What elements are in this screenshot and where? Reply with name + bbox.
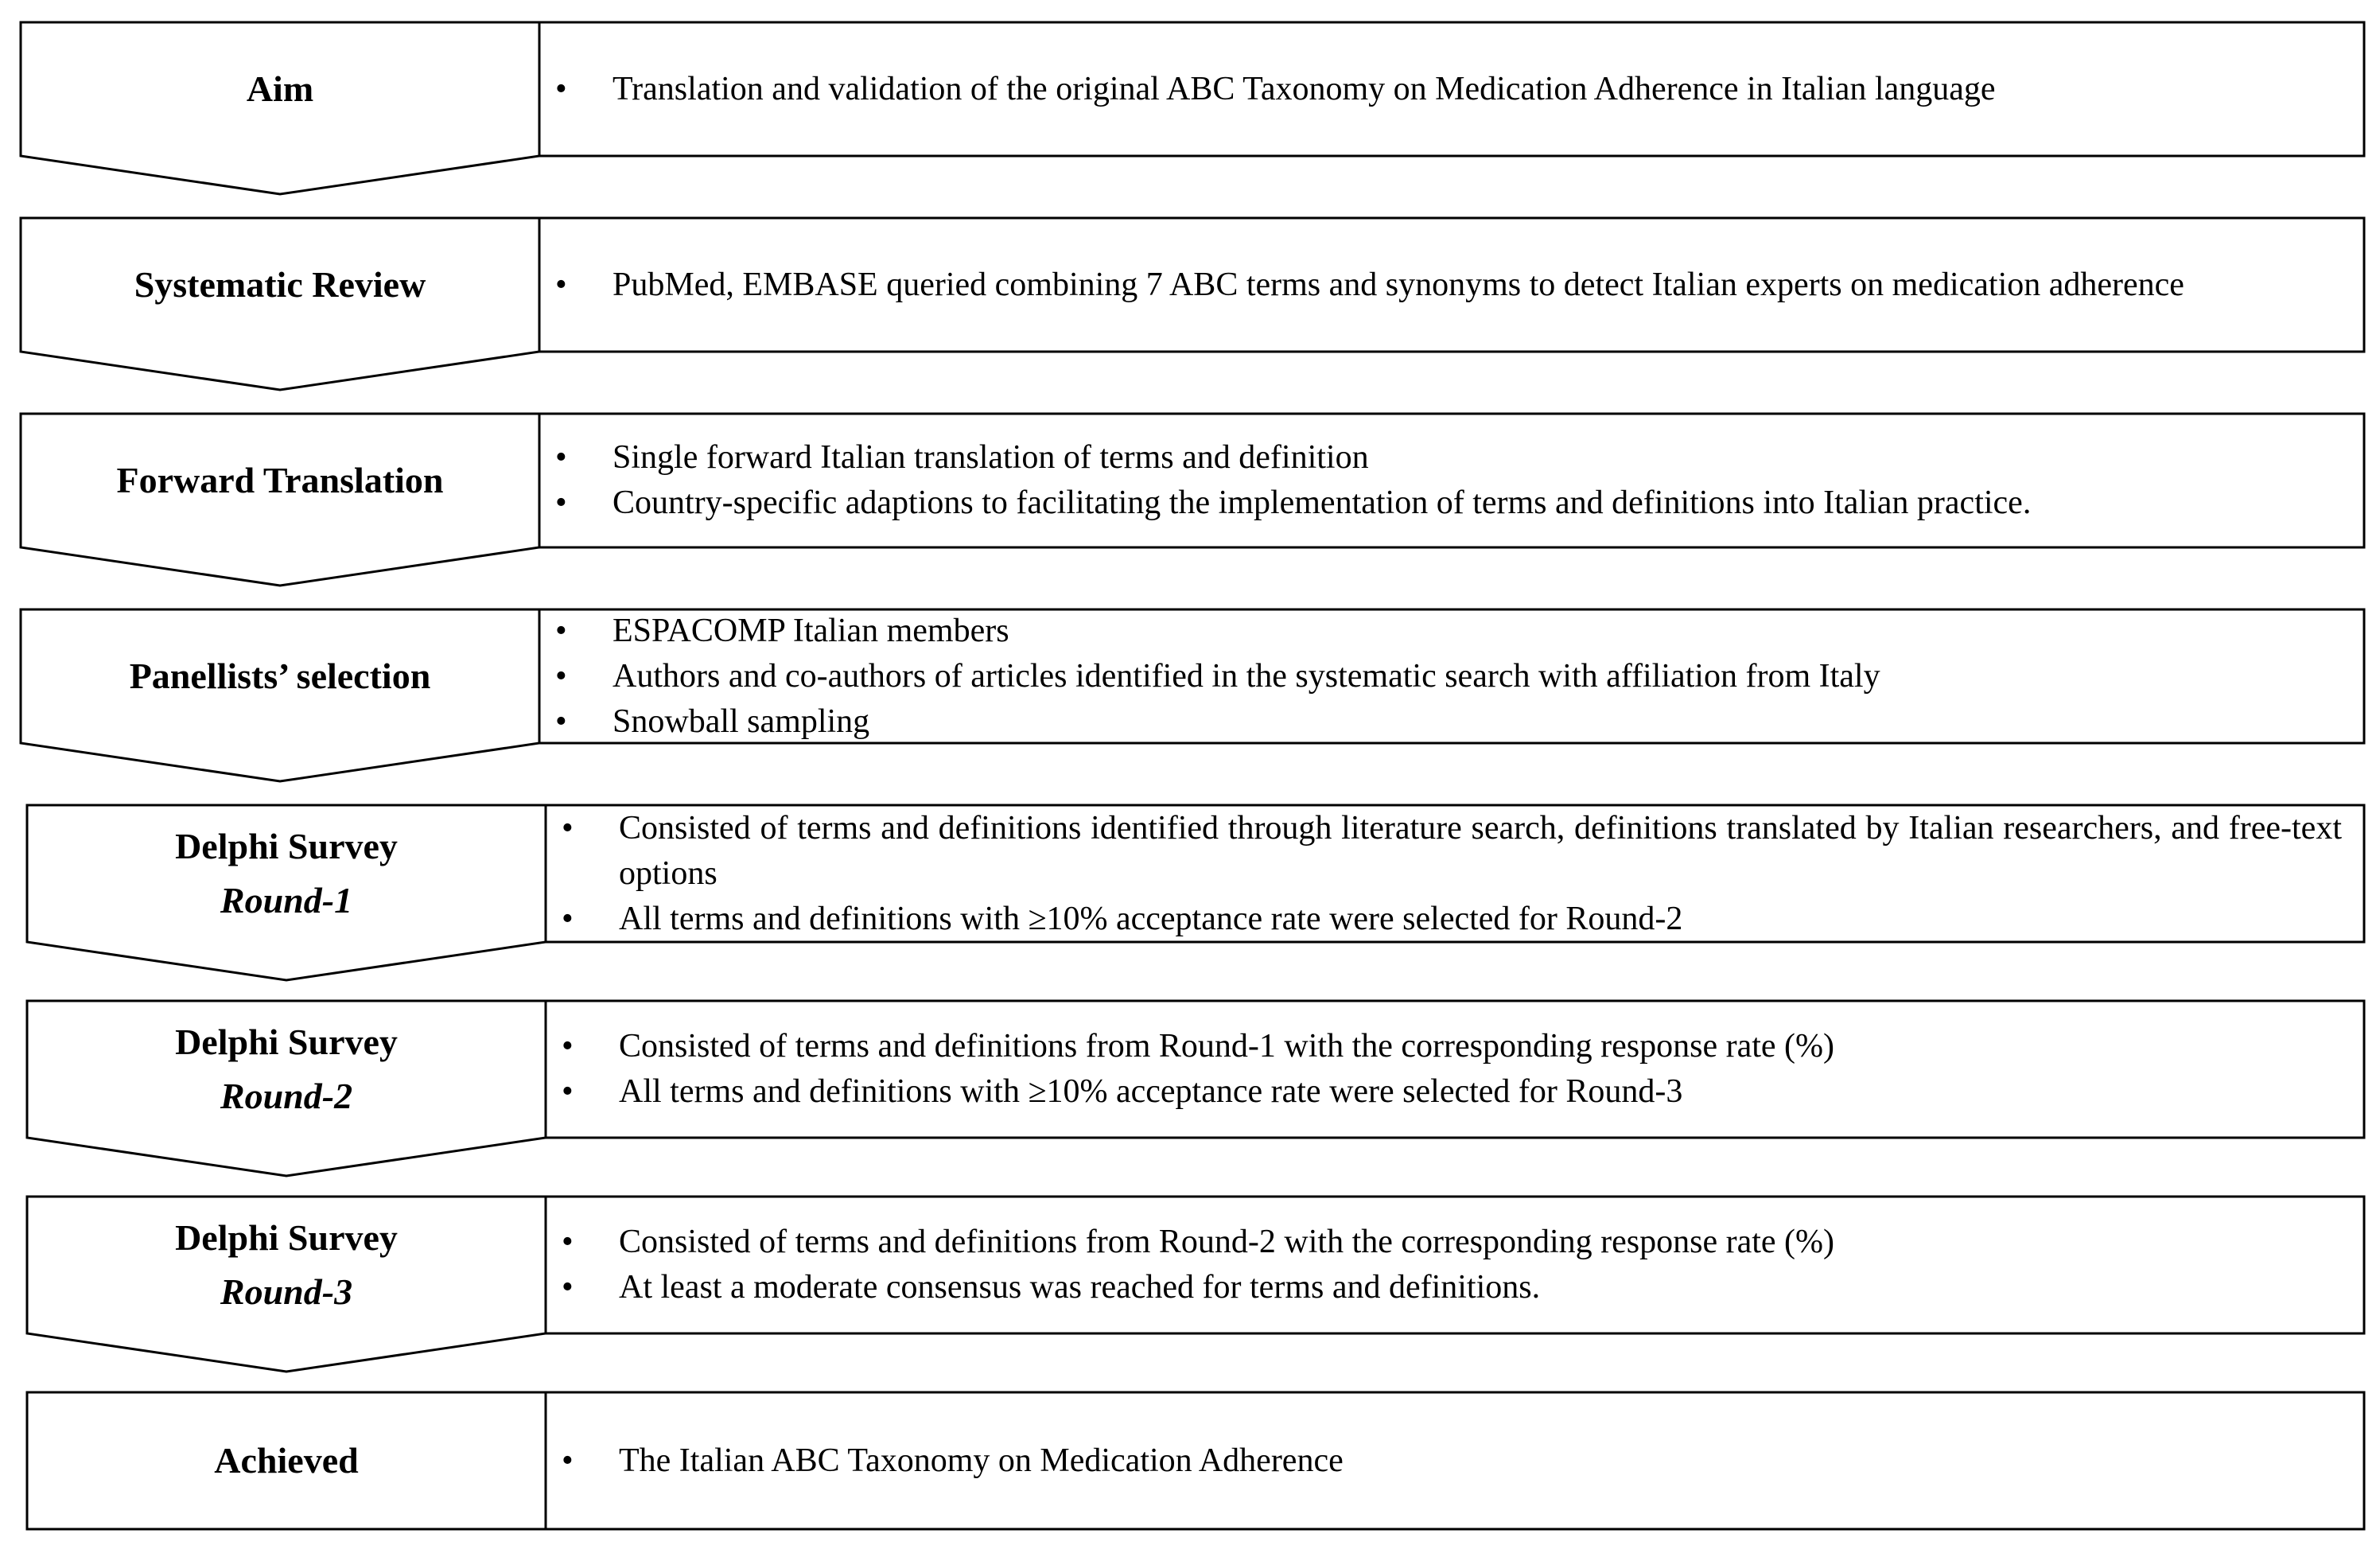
bullet-dot-icon: • [555, 657, 567, 695]
stage-5-title: Delphi Survey [175, 826, 398, 866]
bullet-dot-icon: • [555, 439, 567, 476]
bullet-item [541, 263, 2342, 308]
stage-4-bullets [541, 609, 2342, 743]
bullet-text: All terms and definitions with ≥10% acceptance rate were selected for Round-3 [619, 1073, 1683, 1110]
bullet-dot-icon: • [562, 1442, 574, 1479]
stage-1-title: Aim [246, 68, 314, 109]
stage-2-title: Systematic Review [134, 264, 426, 305]
bullet-text: At least a moderate consensus was reached for terms and definitions. [619, 1269, 1541, 1306]
stage-8-label [27, 1392, 546, 1529]
stage-6-subtitle: Round-2 [220, 1076, 353, 1116]
stage-3-bullets [541, 414, 2342, 547]
bullet-item [541, 609, 2342, 654]
stage-7-label [27, 1197, 546, 1333]
stage-6-bullets [547, 1001, 2342, 1138]
bullet-text: ESPACOMP Italian members [612, 612, 1009, 649]
bullet-item [541, 654, 2342, 699]
stage-7-title: Delphi Survey [175, 1217, 398, 1258]
stage-8-title: Achieved [214, 1440, 359, 1481]
stage-7-subtitle: Round-3 [220, 1271, 353, 1312]
stage-4-title: Panellists’ selection [129, 656, 431, 696]
stage-2-bullets [541, 218, 2342, 352]
stage-5-subtitle: Round-1 [220, 880, 353, 921]
stage-6-title: Delphi Survey [175, 1022, 398, 1062]
bullet-dot-icon: • [562, 1028, 574, 1065]
stage-3-label [21, 414, 539, 547]
bullet-text: Consisted of terms and definitions identified through literature search, definitions translated by Italian researchers, and free-text options [619, 809, 2342, 892]
bullet-text: Consisted of terms and definitions from Round-1 with the corresponding response rate (%) [619, 1028, 1835, 1065]
bullet-text: Translation and validation of the original ABC Taxonomy on Medication Adherence in Italian language [612, 70, 1996, 107]
stage-1-label [21, 22, 539, 156]
bullet-dot-icon: • [562, 809, 574, 847]
bullet-dot-icon: • [562, 1073, 574, 1110]
bullet-text: Snowball sampling [612, 703, 870, 740]
stage-6-label [27, 1001, 546, 1138]
stage-5-bullets [547, 805, 2342, 942]
bullet-text: All terms and definitions with ≥10% acceptance rate were selected for Round-2 [619, 900, 1683, 937]
bullet-item [547, 1220, 2342, 1265]
stage-1-bullets [541, 22, 2342, 156]
bullet-item [547, 897, 2342, 942]
bullet-dot-icon: • [562, 1224, 574, 1260]
stage-4-label [21, 609, 539, 743]
bullet-text: PubMed, EMBASE queried combining 7 ABC terms and synonyms to detect Italian experts on medication adherence [612, 266, 2184, 303]
bullet-dot-icon: • [562, 900, 574, 937]
bullet-item [547, 806, 2342, 897]
bullet-dot-icon: • [555, 612, 567, 649]
bullet-text: Authors and co-authors of articles identified in the systematic search with affiliation from Italy [612, 657, 1880, 695]
bullet-item [547, 1265, 2342, 1310]
bullet-item [541, 435, 2342, 481]
bullet-dot-icon: • [555, 70, 567, 107]
bullet-text: The Italian ABC Taxonomy on Medication Adherence [619, 1442, 1344, 1479]
bullet-item [547, 1438, 2342, 1484]
bullet-text: Consisted of terms and definitions from Round-2 with the corresponding response rate (%) [619, 1224, 1835, 1260]
stage-5-label [27, 805, 546, 942]
bullet-text: Single forward Italian translation of terms and definition [612, 439, 1369, 476]
bullet-item [547, 1024, 2342, 1069]
bullet-item [547, 1069, 2342, 1115]
bullet-item [541, 67, 2342, 112]
bullet-dot-icon: • [555, 485, 567, 521]
stage-8-bullets [547, 1392, 2342, 1529]
stage-3-title: Forward Translation [116, 460, 444, 500]
bullet-text: Country-specific adaptions to facilitating the implementation of terms and definitions into Italian practice. [612, 485, 2032, 521]
stage-7-bullets [547, 1197, 2342, 1333]
bullet-item [541, 481, 2342, 526]
bullet-dot-icon: • [555, 266, 567, 303]
bullet-item [541, 699, 2342, 745]
stage-2-label [21, 218, 539, 352]
bullet-dot-icon: • [562, 1269, 574, 1306]
bullet-dot-icon: • [555, 703, 567, 740]
